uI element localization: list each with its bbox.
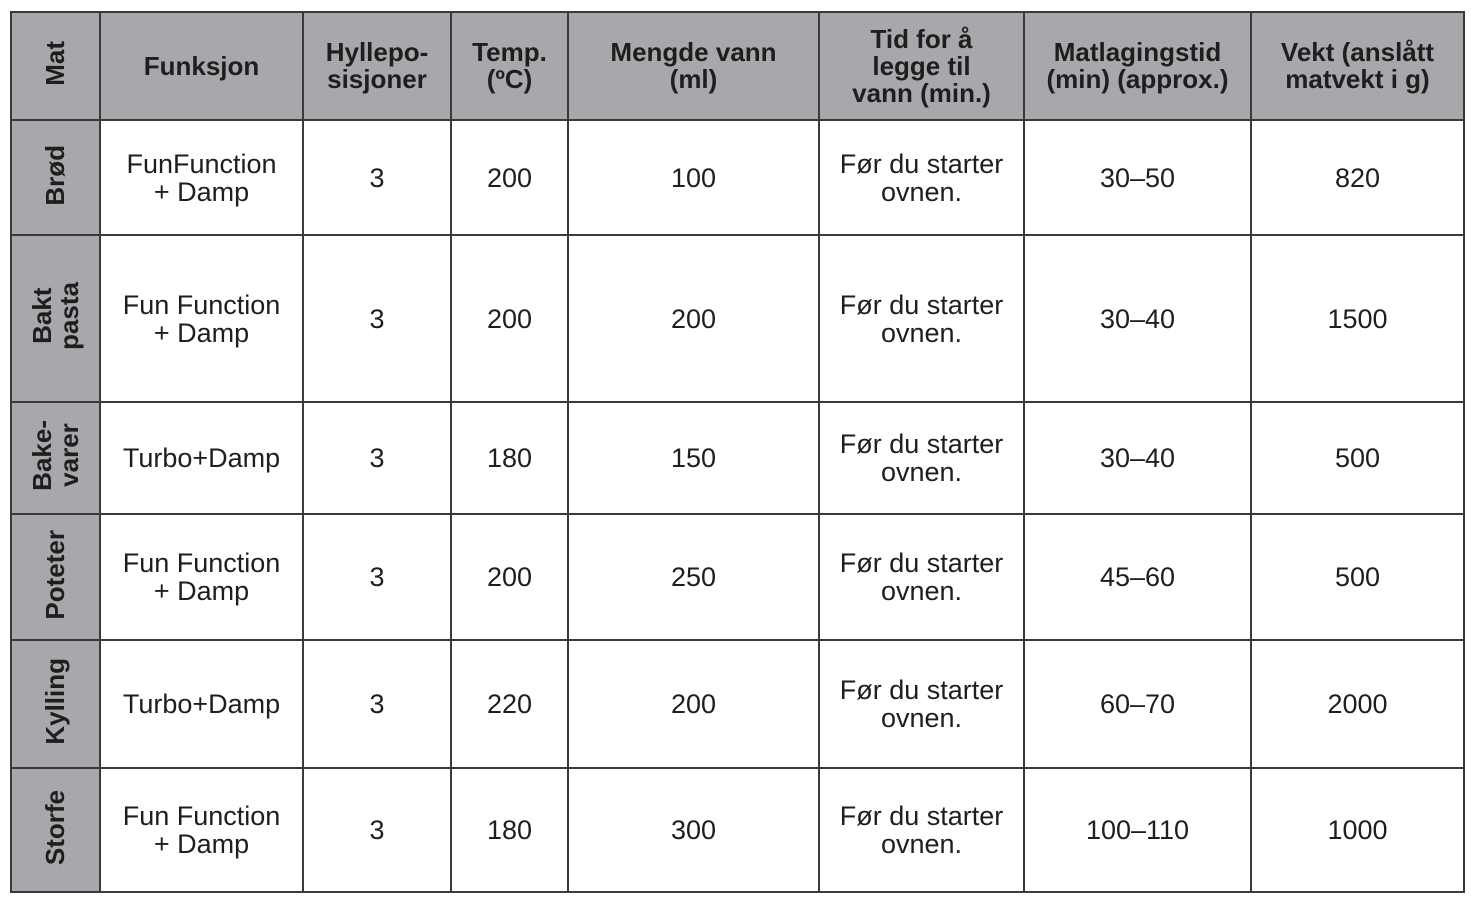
cell-hylle: 3	[303, 235, 451, 402]
header-mengde-vann: Mengde vann (ml)	[568, 12, 819, 120]
cell-hylle: 3	[303, 120, 451, 235]
cell-vekt: 1500	[1251, 235, 1464, 402]
cell-vann: 150	[568, 402, 819, 514]
header-tid-vann: Tid for å legge til vann (min.)	[819, 12, 1024, 120]
cell-hylle: 3	[303, 514, 451, 640]
cell-matlaging: 30–40	[1024, 402, 1251, 514]
table-row	[11, 768, 1464, 892]
cell-vekt: 500	[1251, 514, 1464, 640]
cell-vann: 100	[568, 120, 819, 235]
header-funksjon: Funksjon	[100, 12, 303, 120]
cell-matlaging: 100–110	[1024, 768, 1251, 892]
table-row	[11, 640, 1464, 768]
cell-matlaging: 45–60	[1024, 514, 1251, 640]
cell-vann: 200	[568, 235, 819, 402]
cooking-table	[10, 11, 1465, 893]
header-temp: Temp. (ºC)	[451, 12, 568, 120]
row-label: Bakt pasta	[11, 235, 100, 402]
cell-temp: 220	[451, 640, 568, 768]
cell-hylle: 3	[303, 640, 451, 768]
cell-tid: Før du starter ovnen.	[819, 120, 1024, 235]
cell-vekt: 820	[1251, 120, 1464, 235]
cell-matlaging: 30–40	[1024, 235, 1251, 402]
cell-tid: Før du starter ovnen.	[819, 640, 1024, 768]
cell-vann: 250	[568, 514, 819, 640]
cell-temp: 180	[451, 402, 568, 514]
row-label: Kylling	[11, 640, 100, 768]
table-row	[11, 235, 1464, 402]
cell-vekt: 1000	[1251, 768, 1464, 892]
header-mat: Mat	[11, 12, 100, 120]
header-vekt: Vekt (anslått matvekt i g)	[1251, 12, 1464, 120]
table-row	[11, 120, 1464, 235]
row-label: Bake- varer	[11, 402, 100, 514]
cell-matlaging: 30–50	[1024, 120, 1251, 235]
cell-temp: 180	[451, 768, 568, 892]
header-matlagingstid: Matlagingstid (min) (approx.)	[1024, 12, 1251, 120]
header-hylleposisjoner: Hyllepo- sisjoner	[303, 12, 451, 120]
cell-vann: 200	[568, 640, 819, 768]
cell-funksjon: Turbo+Damp	[100, 640, 303, 768]
cell-vekt: 500	[1251, 402, 1464, 514]
cell-tid: Før du starter ovnen.	[819, 514, 1024, 640]
cell-funksjon: FunFunction + Damp	[100, 120, 303, 235]
cell-hylle: 3	[303, 402, 451, 514]
cell-tid: Før du starter ovnen.	[819, 402, 1024, 514]
cell-funksjon: Fun Function + Damp	[100, 768, 303, 892]
cell-funksjon: Fun Function + Damp	[100, 514, 303, 640]
row-label: Brød	[11, 120, 100, 235]
cell-temp: 200	[451, 514, 568, 640]
cell-funksjon: Fun Function + Damp	[100, 235, 303, 402]
table-row	[11, 402, 1464, 514]
cell-funksjon: Turbo+Damp	[100, 402, 303, 514]
table-row	[11, 514, 1464, 640]
cell-matlaging: 60–70	[1024, 640, 1251, 768]
cell-vekt: 2000	[1251, 640, 1464, 768]
row-label: Storfe	[11, 768, 100, 892]
cell-temp: 200	[451, 120, 568, 235]
cell-temp: 200	[451, 235, 568, 402]
cell-tid: Før du starter ovnen.	[819, 768, 1024, 892]
cell-tid: Før du starter ovnen.	[819, 235, 1024, 402]
header-row	[11, 12, 1464, 120]
cell-hylle: 3	[303, 768, 451, 892]
cell-vann: 300	[568, 768, 819, 892]
row-label: Poteter	[11, 514, 100, 640]
